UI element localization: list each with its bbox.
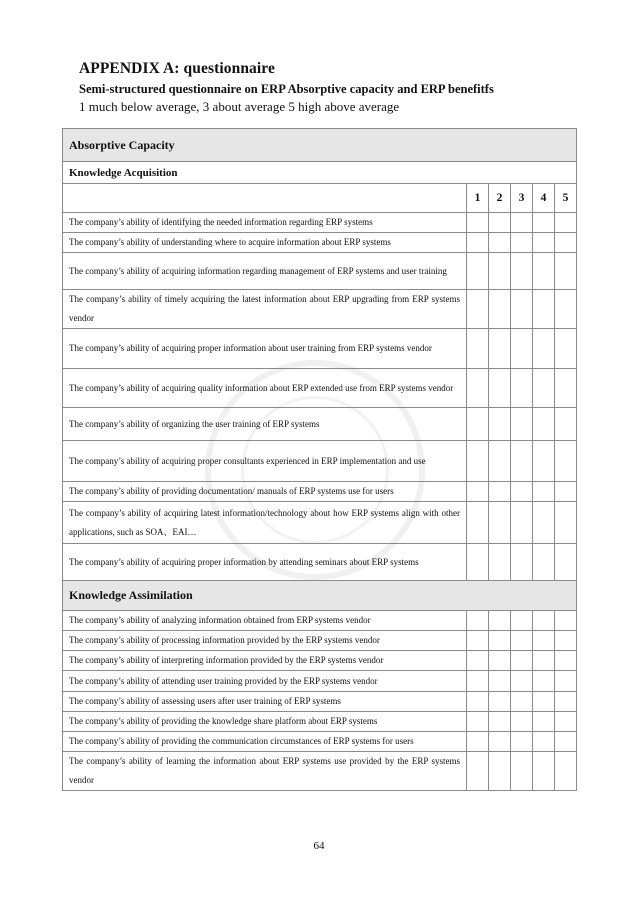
rating-cell-5[interactable] bbox=[555, 213, 577, 233]
rating-cell-2[interactable] bbox=[489, 544, 511, 581]
scale-label-3: 3 bbox=[511, 184, 533, 213]
rating-cell-1[interactable] bbox=[467, 692, 489, 712]
rating-cell-1[interactable] bbox=[467, 671, 489, 692]
rating-cell-4[interactable] bbox=[533, 752, 555, 791]
question-row bbox=[63, 290, 577, 329]
question-text: The company’s ability of processing information provided by the ERP systems vendor bbox=[63, 631, 467, 651]
rating-cell-3[interactable] bbox=[511, 408, 533, 441]
rating-cell-2[interactable] bbox=[489, 233, 511, 253]
question-text: The company’s ability of providing the communication circumstances of ERP systems for users bbox=[63, 732, 467, 752]
appendix-header bbox=[79, 60, 494, 115]
rating-cell-3[interactable] bbox=[511, 752, 533, 791]
subsection-title-assimilation: Knowledge Assimilation bbox=[63, 581, 577, 611]
appendix-title: APPENDIX A: questionnaire bbox=[79, 60, 275, 77]
scale-label-2: 2 bbox=[489, 184, 511, 213]
question-text: The company’s ability of understanding where to acquire information about ERP systems bbox=[63, 233, 467, 253]
rating-cell-3[interactable] bbox=[511, 233, 533, 253]
question-row bbox=[63, 671, 577, 692]
rating-cell-3[interactable] bbox=[511, 692, 533, 712]
rating-cell-3[interactable] bbox=[511, 611, 533, 631]
question-row bbox=[63, 408, 577, 441]
rating-cell-5[interactable] bbox=[555, 732, 577, 752]
rating-cell-4[interactable] bbox=[533, 369, 555, 408]
question-text: The company’s ability of assessing users after user training of ERP systems bbox=[63, 692, 467, 712]
question-row bbox=[63, 712, 577, 732]
rating-cell-3[interactable] bbox=[511, 213, 533, 233]
rating-cell-2[interactable] bbox=[489, 692, 511, 712]
rating-cell-2[interactable] bbox=[489, 752, 511, 791]
rating-cell-4[interactable] bbox=[533, 611, 555, 631]
rating-cell-5[interactable] bbox=[555, 651, 577, 671]
subsection-row bbox=[63, 581, 577, 611]
rating-cell-3[interactable] bbox=[511, 329, 533, 369]
rating-cell-2[interactable] bbox=[489, 253, 511, 290]
rating-cell-2[interactable] bbox=[489, 290, 511, 329]
scale-header-blank bbox=[63, 184, 467, 213]
rating-cell-2[interactable] bbox=[489, 712, 511, 732]
rating-cell-1[interactable] bbox=[467, 329, 489, 369]
question-text: The company’s ability of acquiring proper information about user training from ERP systems vendor bbox=[63, 329, 467, 369]
question-row bbox=[63, 482, 577, 502]
rating-cell-1[interactable] bbox=[467, 408, 489, 441]
rating-cell-4[interactable] bbox=[533, 671, 555, 692]
rating-cell-3[interactable] bbox=[511, 651, 533, 671]
rating-cell-4[interactable] bbox=[533, 631, 555, 651]
rating-cell-4[interactable] bbox=[533, 712, 555, 732]
rating-scale-note: 1 much below average, 3 about average 5 high above average bbox=[79, 99, 400, 114]
rating-cell-3[interactable] bbox=[511, 631, 533, 651]
rating-cell-1[interactable] bbox=[467, 253, 489, 290]
scale-label-5: 5 bbox=[555, 184, 577, 213]
page-number: 64 bbox=[313, 840, 325, 852]
rating-cell-4[interactable] bbox=[533, 482, 555, 502]
rating-cell-1[interactable] bbox=[467, 651, 489, 671]
rating-cell-1[interactable] bbox=[467, 712, 489, 732]
rating-cell-2[interactable] bbox=[489, 502, 511, 544]
rating-cell-5[interactable] bbox=[555, 441, 577, 482]
rating-cell-5[interactable] bbox=[555, 482, 577, 502]
rating-cell-4[interactable] bbox=[533, 732, 555, 752]
question-text: The company’s ability of acquiring latest information/technology about how ERP systems align with other applications, such as SOA、EAI… bbox=[63, 502, 467, 544]
rating-cell-1[interactable] bbox=[467, 502, 489, 544]
question-text: The company’s ability of learning the information about ERP systems use provided by the ERP systems vendor bbox=[63, 752, 467, 791]
question-row bbox=[63, 544, 577, 581]
rating-cell-5[interactable] bbox=[555, 369, 577, 408]
question-row bbox=[63, 732, 577, 752]
rating-cell-2[interactable] bbox=[489, 213, 511, 233]
scale-label-4: 4 bbox=[533, 184, 555, 213]
rating-cell-1[interactable] bbox=[467, 233, 489, 253]
rating-cell-5[interactable] bbox=[555, 233, 577, 253]
rating-cell-5[interactable] bbox=[555, 290, 577, 329]
rating-cell-1[interactable] bbox=[467, 752, 489, 791]
rating-cell-3[interactable] bbox=[511, 441, 533, 482]
question-text: The company’s ability of acquiring proper information by attending seminars about ERP systems bbox=[63, 544, 467, 581]
rating-cell-3[interactable] bbox=[511, 732, 533, 752]
rating-cell-1[interactable] bbox=[467, 631, 489, 651]
rating-cell-3[interactable] bbox=[511, 671, 533, 692]
rating-cell-5[interactable] bbox=[555, 631, 577, 651]
question-row bbox=[63, 441, 577, 482]
rating-cell-5[interactable] bbox=[555, 329, 577, 369]
rating-cell-1[interactable] bbox=[467, 369, 489, 408]
questionnaire-subtitle: Semi-structured questionnaire on ERP Absorptive capacity and ERP benefitfs bbox=[79, 82, 494, 96]
rating-cell-2[interactable] bbox=[489, 441, 511, 482]
question-text: The company’s ability of acquiring proper consultants experienced in ERP implementation and use bbox=[63, 441, 467, 482]
rating-cell-2[interactable] bbox=[489, 631, 511, 651]
rating-cell-4[interactable] bbox=[533, 329, 555, 369]
question-row bbox=[63, 233, 577, 253]
rating-cell-5[interactable] bbox=[555, 544, 577, 581]
rating-cell-4[interactable] bbox=[533, 692, 555, 712]
question-text: The company’s ability of interpreting information provided by the ERP systems vendor bbox=[63, 651, 467, 671]
rating-cell-2[interactable] bbox=[489, 732, 511, 752]
subsection-row bbox=[63, 162, 577, 184]
rating-cell-1[interactable] bbox=[467, 290, 489, 329]
rating-cell-2[interactable] bbox=[489, 369, 511, 408]
rating-cell-2[interactable] bbox=[489, 482, 511, 502]
rating-cell-4[interactable] bbox=[533, 233, 555, 253]
rating-cell-2[interactable] bbox=[489, 671, 511, 692]
rating-cell-3[interactable] bbox=[511, 253, 533, 290]
rating-cell-4[interactable] bbox=[533, 408, 555, 441]
question-text: The company’s ability of acquiring information regarding management of ERP systems and user training bbox=[63, 253, 467, 290]
rating-cell-3[interactable] bbox=[511, 544, 533, 581]
rating-cell-4[interactable] bbox=[533, 441, 555, 482]
rating-cell-3[interactable] bbox=[511, 502, 533, 544]
rating-cell-4[interactable] bbox=[533, 502, 555, 544]
subsection-title-acquisition: Knowledge Acquisition bbox=[63, 162, 577, 184]
question-row bbox=[63, 692, 577, 712]
rating-cell-4[interactable] bbox=[533, 253, 555, 290]
question-row bbox=[63, 253, 577, 290]
question-text: The company’s ability of identifying the needed information regarding ERP systems bbox=[63, 213, 467, 233]
question-row bbox=[63, 502, 577, 544]
rating-cell-3[interactable] bbox=[511, 290, 533, 329]
rating-cell-3[interactable] bbox=[511, 712, 533, 732]
scale-label-1: 1 bbox=[467, 184, 489, 213]
question-text: The company’s ability of organizing the user training of ERP systems bbox=[63, 408, 467, 441]
rating-cell-1[interactable] bbox=[467, 482, 489, 502]
question-row bbox=[63, 369, 577, 408]
rating-cell-1[interactable] bbox=[467, 441, 489, 482]
rating-cell-5[interactable] bbox=[555, 253, 577, 290]
scale-header-row bbox=[63, 184, 577, 213]
question-row bbox=[63, 651, 577, 671]
question-row bbox=[63, 752, 577, 791]
question-row bbox=[63, 611, 577, 631]
rating-cell-3[interactable] bbox=[511, 482, 533, 502]
rating-cell-1[interactable] bbox=[467, 544, 489, 581]
rating-cell-2[interactable] bbox=[489, 408, 511, 441]
rating-cell-2[interactable] bbox=[489, 611, 511, 631]
question-text: The company’s ability of providing documentation/ manuals of ERP systems use for users bbox=[63, 482, 467, 502]
rating-cell-5[interactable] bbox=[555, 502, 577, 544]
questionnaire-table bbox=[62, 128, 577, 791]
rating-cell-4[interactable] bbox=[533, 290, 555, 329]
rating-cell-1[interactable] bbox=[467, 611, 489, 631]
rating-cell-4[interactable] bbox=[533, 213, 555, 233]
question-row bbox=[63, 329, 577, 369]
rating-cell-1[interactable] bbox=[467, 213, 489, 233]
section-title: Absorptive Capacity bbox=[63, 129, 577, 162]
rating-cell-5[interactable] bbox=[555, 671, 577, 692]
question-row bbox=[63, 631, 577, 651]
question-text: The company’s ability of analyzing information obtained from ERP systems vendor bbox=[63, 611, 467, 631]
rating-cell-5[interactable] bbox=[555, 611, 577, 631]
section-row bbox=[63, 129, 577, 162]
rating-cell-4[interactable] bbox=[533, 651, 555, 671]
rating-cell-5[interactable] bbox=[555, 408, 577, 441]
rating-cell-1[interactable] bbox=[467, 732, 489, 752]
rating-cell-5[interactable] bbox=[555, 712, 577, 732]
rating-cell-5[interactable] bbox=[555, 752, 577, 791]
rating-cell-2[interactable] bbox=[489, 329, 511, 369]
rating-cell-5[interactable] bbox=[555, 692, 577, 712]
question-text: The company’s ability of attending user training provided by the ERP systems vendor bbox=[63, 671, 467, 692]
rating-cell-2[interactable] bbox=[489, 651, 511, 671]
rating-cell-3[interactable] bbox=[511, 369, 533, 408]
question-text: The company’s ability of timely acquiring the latest information about ERP upgrading from ERP systems vendor bbox=[63, 290, 467, 329]
rating-cell-4[interactable] bbox=[533, 544, 555, 581]
question-text: The company’s ability of providing the knowledge share platform about ERP systems bbox=[63, 712, 467, 732]
question-text: The company’s ability of acquiring quality information about ERP extended use from ERP systems vendor bbox=[63, 369, 467, 408]
question-row bbox=[63, 213, 577, 233]
